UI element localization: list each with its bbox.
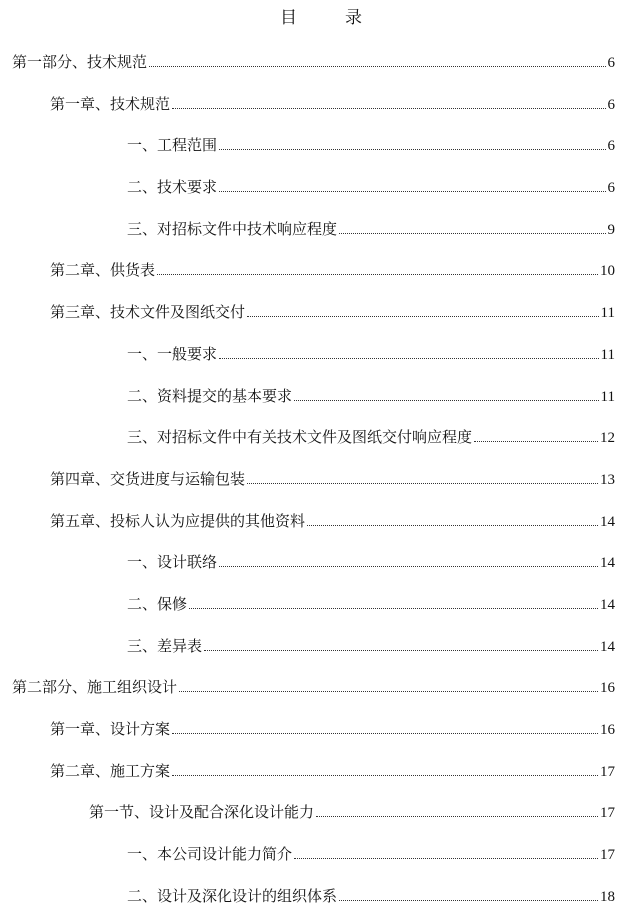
toc-entry[interactable] [0,584,642,626]
toc-entry-text: 一、一般要求 [127,344,218,363]
toc-entry[interactable] [0,84,642,126]
toc-entry-text: 第一章、技术规范 [50,94,171,113]
toc-dot-leader [247,316,599,317]
toc-entry[interactable] [0,250,642,292]
toc-entry-text: 第一章、设计方案 [50,720,171,738]
toc-entry-text: 第一节、设计及配合深化设计能力 [89,803,315,822]
toc-page-number: 6 [607,180,615,197]
toc-page-number: 12 [600,430,615,447]
toc-dot-leader [474,441,598,442]
toc-dot-leader [172,108,605,109]
toc-page-number: 11 [600,346,615,363]
toc-entry[interactable] [0,292,642,334]
toc-page-number: 16 [600,680,615,697]
toc-dot-leader [316,816,598,817]
toc-entry[interactable] [0,459,642,501]
toc-entry[interactable] [0,376,642,418]
toc-entry[interactable] [0,709,642,751]
toc-entry-text: 三、对招标文件中有关技术文件及图纸交付响应程度 [127,428,473,447]
toc-dot-leader [219,149,605,150]
toc-entry[interactable] [0,876,642,918]
toc-entry[interactable] [0,501,642,543]
toc-page-number: 13 [600,471,615,488]
toc-entry-text: 三、对招标文件中技术响应程度 [127,219,338,238]
toc-entry-text: 第四章、交货进度与运输包装 [50,469,246,488]
toc-entry[interactable] [0,417,642,459]
toc-page-number: 14 [600,638,615,655]
toc-entry-text: 第三章、技术文件及图纸交付 [50,303,246,322]
toc-dot-leader [294,858,598,859]
toc-dot-leader [339,900,598,901]
toc-entry-text: 二、技术要求 [127,178,218,197]
toc-page-number: 11 [600,305,615,322]
title-char-1: 目 [280,8,297,28]
toc-entry[interactable] [0,209,642,251]
toc-entry[interactable] [0,626,642,668]
toc-dot-leader [247,483,598,484]
table-of-contents [0,42,642,917]
toc-dot-leader [204,650,598,651]
toc-entry-text: 二、设计及深化设计的组织体系 [127,886,338,905]
toc-page-number: 17 [600,847,615,864]
toc-page-number: 11 [600,388,615,405]
toc-entry-text: 二、保修 [127,594,188,613]
toc-entry-text: 一、工程范围 [127,136,218,155]
toc-page-number: 18 [600,888,615,905]
toc-dot-leader [219,566,598,567]
toc-entry-text: 一、本公司设计能力简介 [127,845,293,864]
toc-page-number: 17 [600,763,615,780]
toc-entry-text: 二、资料提交的基本要求 [127,386,293,405]
toc-entry-text: 第二章、供货表 [50,261,156,280]
toc-entry-text: 第二部分、施工组织设计 [12,678,178,697]
toc-entry-text: 第一部分、技术规范 [12,53,148,71]
toc-page-number: 14 [600,596,615,613]
toc-entry-text: 第五章、投标人认为应提供的其他资料 [50,511,306,530]
toc-dot-leader [179,691,598,692]
toc-page-number: 9 [607,221,615,238]
page-title [0,6,642,30]
toc-entry[interactable] [0,834,642,876]
toc-page-number: 6 [607,96,615,113]
toc-entry[interactable] [0,542,642,584]
toc-page-number: 6 [607,138,615,155]
toc-page-number: 16 [600,722,615,738]
toc-dot-leader [219,358,599,359]
toc-page-number: 6 [607,55,615,71]
toc-dot-leader [189,608,598,609]
toc-dot-leader [219,191,605,192]
toc-page-number: 17 [600,805,615,822]
toc-dot-leader [172,733,598,734]
toc-entry-text: 第二章、施工方案 [50,761,171,780]
toc-entry-text: 三、差异表 [127,636,203,655]
toc-dot-leader [157,274,598,275]
toc-dot-leader [339,233,605,234]
toc-entry[interactable] [0,125,642,167]
toc-dot-leader [307,525,598,526]
toc-entry[interactable] [0,167,642,209]
toc-entry[interactable] [0,751,642,793]
toc-dot-leader [149,66,605,67]
toc-entry-text: 一、设计联络 [127,553,218,572]
toc-entry[interactable] [0,667,642,709]
toc-dot-leader [294,400,599,401]
toc-entry[interactable] [0,42,642,84]
toc-page-number: 10 [600,263,615,280]
toc-page-number: 14 [600,555,615,572]
toc-entry[interactable] [0,334,642,376]
toc-dot-leader [172,775,598,776]
toc-page-number: 14 [600,513,615,530]
title-char-2: 录 [345,8,362,28]
toc-entry[interactable] [0,792,642,834]
